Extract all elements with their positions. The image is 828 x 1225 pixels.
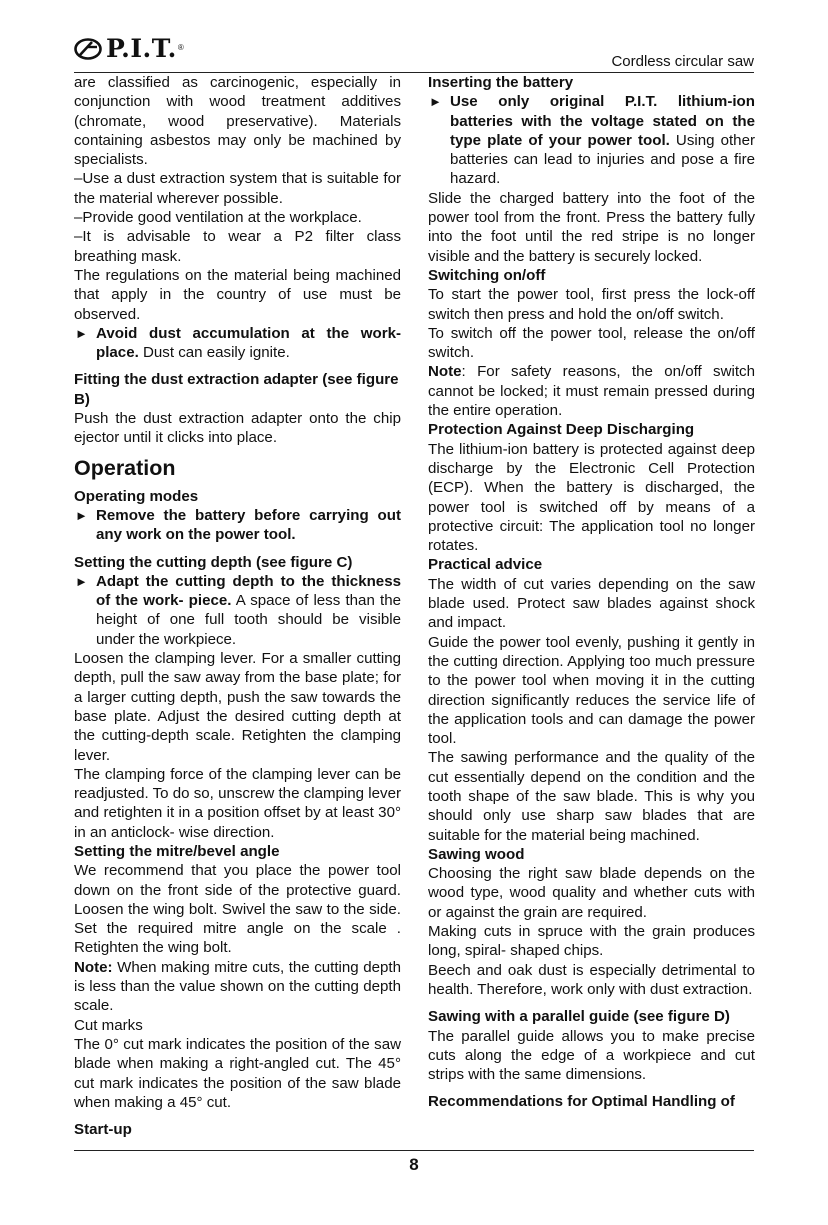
registered-mark: ® — [177, 42, 184, 52]
paragraph: –Provide good ventilation at the workplace. — [74, 209, 362, 227]
brand-logo — [74, 36, 184, 62]
bullet-bold-text: Use only original P.I.T. lithium-ion batteries with the voltage stated on the type plate of your power tool. — [450, 93, 755, 149]
paragraph: Beech and oak dust is especially detrimental to health. Therefore, work only with dust extraction. — [428, 961, 755, 998]
arrow-bullet-icon: ► — [75, 573, 88, 589]
arrow-bullet-icon: ► — [75, 325, 88, 341]
bullet-bold-text: Adapt the cutting depth to the thickness of the work- piece. — [96, 572, 401, 610]
warning-bullet — [428, 92, 755, 188]
section-heading: Start-up — [74, 1121, 132, 1139]
section-heading: Practical advice — [428, 556, 543, 574]
pit-logo-icon — [74, 38, 104, 60]
left-column — [74, 73, 401, 1139]
bullet-bold-text: Avoid dust accumulation at the work-place. — [96, 324, 401, 362]
paragraph: The parallel guide allows you to make precise cuts along the edge of a workpiece and cut strips with the same dimensions. — [428, 1027, 755, 1084]
paragraph: The clamping force of the clamping lever can be readjusted. To do so, unscrew the clamping lever and retighten it in a position offset by at least 30° in an anticlock- wise direction. — [74, 765, 401, 841]
section-heading: Sawing wood — [428, 845, 525, 863]
note-text: : For safety reasons, the on/off switch cannot be locked; it must remain pressed during the entire operation. — [428, 363, 755, 420]
paragraph: We recommend that you place the power tool down on the front side of the protective guard. Loosen the wing bolt. Swivel the saw to the side. Set the required mitre angle on the scale . Retighten the wing bolt. — [74, 862, 401, 957]
bullet-text: Dust can easily ignite. — [138, 344, 290, 362]
section-heading: Setting the mitre/bevel angle — [74, 842, 280, 860]
brand-name: P.I.T. — [106, 34, 177, 63]
paragraph: To switch off the power tool, release the on/off switch. — [428, 324, 755, 362]
paragraph: Choosing the right saw blade depends on the wood type, wood quality and whether cuts with or against the grain are required. — [428, 865, 755, 921]
note-text: When making mitre cuts, the cutting depth is less than the value shown on the cutting depth scale. — [74, 958, 401, 1015]
paragraph: The lithium-ion battery is protected against deep discharge by the Electronic Cell Protection (ECP). When the battery is discharged, the power tool is switched off by means of a protective circuit: The application tool no longer rotates. — [428, 440, 755, 555]
section-heading: Recommendations for Optimal Handling of — [428, 1093, 735, 1111]
right-column — [428, 73, 755, 1112]
section-heading: Switching on/off — [428, 266, 546, 284]
warning-bullet — [74, 506, 401, 545]
section-heading: Inserting the battery — [428, 74, 574, 91]
footer-divider — [74, 1150, 754, 1151]
bullet-bold-text: Remove the battery before carrying out any work on the power tool. — [96, 506, 401, 544]
arrow-bullet-icon: ► — [75, 507, 88, 523]
paragraph: Slide the charged battery into the foot of the power tool from the front. Press the battery fully into the foot until the red stripe is no longer visible and the battery is securely locked. — [428, 189, 755, 265]
section-heading: Fitting the dust extraction adapter (see figure B) — [74, 371, 399, 408]
paragraph: –It is advisable to wear a P2 filter class breathing mask. — [74, 228, 401, 265]
paragraph: Push the dust extraction adapter onto the chip ejector until it clicks into place. — [74, 410, 401, 447]
paragraph: Making cuts in spruce with the grain produces long, spiral- shaped chips. — [428, 923, 755, 960]
bullet-text: Using other batteries can lead to injuries and pose a fire hazard. — [450, 131, 755, 188]
note-label: Note: — [74, 958, 113, 976]
note-paragraph — [428, 362, 755, 420]
note-paragraph — [74, 958, 401, 1016]
paragraph: The regulations on the material being machined that apply in the country of use must be observed. — [74, 266, 401, 323]
paragraph: The sawing performance and the quality of the cut essentially depend on the condition and the tooth shape of the saw blade. This is why you should only use sharp saw blades that are suitable for the material being machined. — [428, 749, 755, 844]
arrow-bullet-icon: ► — [429, 94, 442, 110]
section-heading: Protection Against Deep Discharging — [428, 421, 695, 439]
document-title: Cordless circular saw — [611, 53, 754, 70]
page-header — [74, 26, 754, 73]
paragraph: To start the power tool, first press the lock-off switch then press and hold the on/off switch. — [428, 286, 755, 323]
section-heading: Operating modes — [74, 487, 199, 505]
paragraph: The 0° cut mark indicates the position of the saw blade when making a right-angled cut. The 45° cut mark indicates the position of the saw blade when making a 45° cut. — [74, 1035, 401, 1111]
paragraph: –Use a dust extraction system that is suitable for the material wherever possible. — [74, 170, 401, 207]
bullet-text: A space of less than the height of one full tooth should be visible under the workpiece. — [96, 592, 401, 648]
paragraph: are classified as carcinogenic, especially in conjunction with wood treatment additives (chromate, wood preservative). Materials containing asbestos may only be machined by specialists. — [74, 74, 401, 169]
chapter-heading: Operation — [74, 455, 176, 480]
paragraph: The width of cut varies depending on the saw blade used. Protect saw blades against shock and impact. — [428, 575, 755, 632]
page-number: 8 — [409, 1155, 419, 1174]
warning-bullet — [74, 324, 401, 363]
note-label: Note — [428, 363, 462, 381]
section-heading: Sawing with a parallel guide (see figure D) — [428, 1008, 730, 1026]
paragraph: Loosen the clamping lever. For a smaller cutting depth, pull the saw away from the base plate; for a larger cutting depth, push the saw towards the base plate. Adjust the desired cutting depth at the cutting-depth scale. Retighten the clamping lever. — [74, 650, 401, 764]
paragraph: Guide the power tool evenly, pushing it gently in the cutting direction. Applying too much pressure to the power tool when moving it in the cutting direction significantly reduces the service life of the application tools and can damage the power tool. — [428, 633, 755, 748]
section-heading: Setting the cutting depth (see figure C) — [74, 553, 353, 571]
warning-bullet — [74, 572, 401, 649]
paragraph: Cut marks — [74, 1016, 143, 1034]
